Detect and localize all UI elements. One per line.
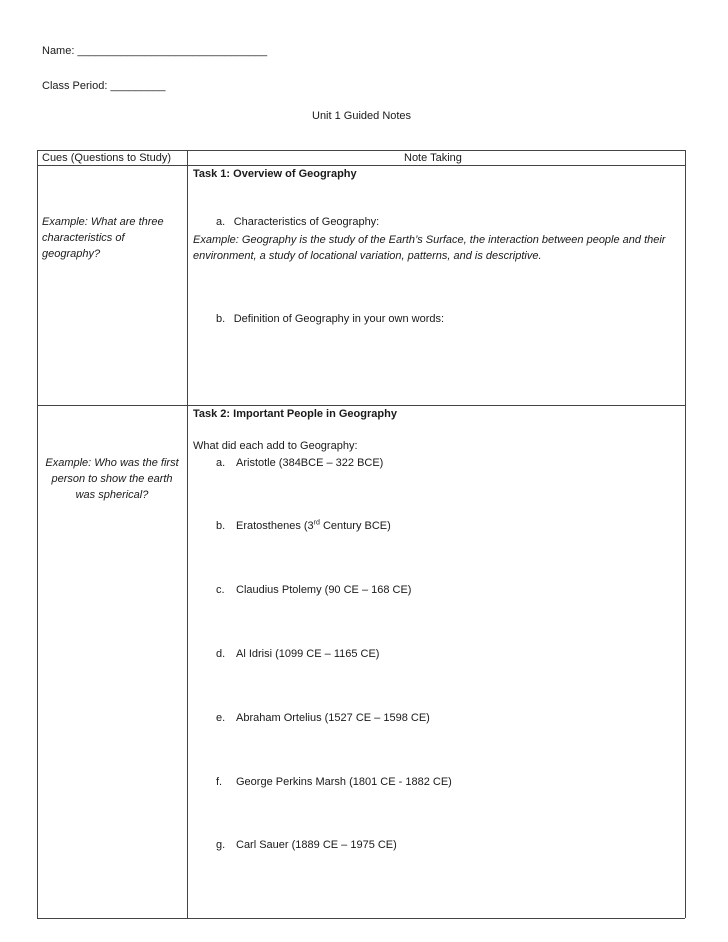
list-marker: g.	[216, 839, 226, 851]
task2-cue: Example: Who was the first person to show the earth was spherical?	[45, 457, 179, 501]
task2-title: Task 2: Important People in Geography	[193, 408, 397, 420]
list-marker: a.	[216, 457, 226, 469]
person-eratosthenes: Eratosthenes (3rd Century BCE)	[236, 519, 391, 532]
person-ptolemy: Claudius Ptolemy (90 CE – 168 CE)	[236, 584, 412, 596]
table-bottom-border	[37, 918, 685, 919]
page-title: Unit 1 Guided Notes	[312, 110, 412, 122]
class-period-label: Class Period: _________	[42, 80, 166, 92]
column-header-notes: Note Taking	[404, 152, 462, 164]
list-marker: e.	[216, 712, 226, 724]
task1-item-b: b. Definition of Geography in your own words:	[216, 313, 445, 325]
row-divider	[37, 405, 685, 406]
task1-title: Task 1: Overview of Geography	[193, 168, 357, 180]
task1-item-a: a. Characteristics of Geography:	[216, 216, 380, 228]
header-divider	[37, 165, 685, 166]
task1-cue: Example: What are three characteristics of geography?	[42, 216, 164, 260]
table-right-border	[685, 150, 686, 918]
task1-example: Example: Geography is the study of the Earth’s Surface, the interaction between people and their environment, a study of locational variation, patterns, and is descriptive.	[193, 234, 666, 262]
list-marker: f.	[216, 776, 223, 788]
column-divider	[187, 150, 188, 918]
column-header-cues: Cues (Questions to Study)	[42, 152, 172, 164]
task2-prompt: What did each add to Geography:	[193, 440, 358, 452]
table-left-border	[37, 150, 38, 918]
person-sauer: Carl Sauer (1889 CE – 1975 CE)	[236, 839, 397, 851]
person-marsh: George Perkins Marsh (1801 CE - 1882 CE)	[236, 776, 452, 788]
person-aristotle: Aristotle (384BCE – 322 BCE)	[236, 457, 384, 469]
table-top-border	[37, 150, 685, 151]
person-ortelius: Abraham Ortelius (1527 CE – 1598 CE)	[236, 712, 430, 724]
list-marker: d.	[216, 648, 226, 660]
list-marker: b.	[216, 520, 226, 532]
person-al-idrisi: Al Idrisi (1099 CE – 1165 CE)	[236, 648, 380, 660]
list-marker: c.	[216, 584, 225, 596]
name-field-label: Name: _______________________________	[42, 45, 268, 57]
